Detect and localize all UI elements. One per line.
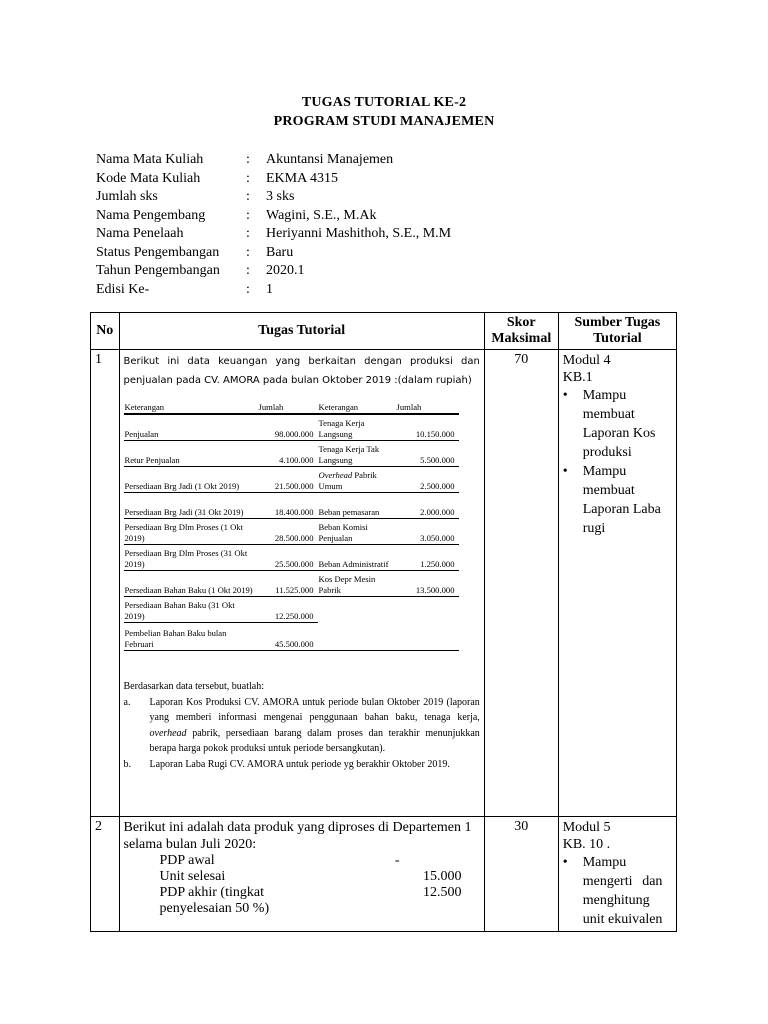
objective-line: produksi bbox=[582, 445, 632, 460]
task-source bbox=[558, 817, 676, 932]
meta-value: 2020.1 bbox=[266, 263, 305, 278]
item-text-part: pabrik, persediaan barang dalam proses dan terakhir menunjukkan berapa harga pokok produksi untuk periode bersangkutan). bbox=[149, 727, 480, 754]
bullet-icon: • bbox=[562, 388, 568, 403]
document-title: TUGAS TUTORIAL KE-2 bbox=[301, 95, 467, 110]
item-value: 15.000 bbox=[423, 869, 462, 884]
cell-jumlah: 2.500.000 bbox=[396, 467, 459, 493]
meta-colon: : bbox=[246, 189, 250, 204]
meta-value: Wagini, S.E., M.Ak bbox=[266, 207, 377, 223]
cell-jumlah: 5.500.000 bbox=[396, 441, 459, 467]
cell-keterangan: Beban Administratif bbox=[318, 545, 396, 571]
item-text: Laporan Laba Rugi CV. AMORA untuk periode yg berakhir Oktober 2019. bbox=[149, 758, 450, 770]
table-row bbox=[124, 441, 459, 467]
item-value: 12.500 bbox=[423, 885, 462, 900]
table-row bbox=[124, 467, 459, 493]
cell-keterangan: Beban pemasaran bbox=[318, 493, 396, 519]
overhead-italic: overhead bbox=[149, 727, 187, 739]
table-row bbox=[124, 414, 459, 441]
cell-keterangan bbox=[318, 467, 396, 493]
task-source bbox=[558, 350, 676, 817]
meta-colon: : bbox=[246, 226, 250, 241]
header-score-line2: Maksimal bbox=[491, 331, 552, 346]
table-row bbox=[124, 623, 459, 651]
cell-jumlah: 21.500.000 bbox=[258, 467, 318, 493]
meta-row bbox=[96, 151, 451, 170]
list-item bbox=[160, 853, 462, 869]
objective-line: Laporan Kos bbox=[582, 426, 656, 441]
cell-jumlah: 28.500.000 bbox=[258, 519, 318, 545]
cell-keterangan: Kos Depr Mesin Pabrik bbox=[318, 571, 396, 597]
meta-colon: : bbox=[246, 263, 250, 278]
cell-empty bbox=[318, 623, 396, 651]
list-item bbox=[563, 386, 672, 462]
item-text bbox=[150, 695, 480, 757]
cell-keterangan: Persediaan Bahan Baku (31 Okt 2019) bbox=[124, 597, 258, 623]
meta-colon: : bbox=[246, 281, 250, 297]
meta-label: Jumlah sks bbox=[96, 189, 158, 204]
course-info bbox=[96, 151, 451, 299]
cell-keterangan: Penjualan bbox=[124, 414, 258, 441]
cell-keterangan: Persediaan Brg Dlm Proses (1 Okt 2019) bbox=[124, 519, 258, 545]
cell-jumlah: 12.250.000 bbox=[258, 597, 318, 623]
meta-label: Edisi Ke- bbox=[96, 281, 150, 297]
table-row bbox=[124, 571, 459, 597]
meta-row bbox=[96, 207, 451, 226]
meta-colon: : bbox=[246, 170, 250, 186]
meta-label: Nama Penelaah bbox=[96, 226, 184, 241]
task-row-1 bbox=[91, 350, 677, 817]
task-row-2 bbox=[91, 817, 677, 932]
col-keterangan: Keterangan bbox=[124, 393, 258, 414]
objective-line: Mampu bbox=[582, 388, 627, 403]
bullet-icon: • bbox=[562, 855, 568, 870]
meta-value: EKMA 4315 bbox=[266, 170, 338, 186]
financial-header-row bbox=[124, 393, 459, 414]
objective-text bbox=[583, 386, 656, 462]
cell-jumlah: 45.500.000 bbox=[258, 623, 318, 651]
list-item bbox=[563, 462, 672, 538]
objective-line: rugi bbox=[582, 521, 606, 536]
max-score: 70 bbox=[484, 350, 558, 817]
item-label: PDP akhir (tingkat bbox=[159, 885, 264, 900]
item-value: - bbox=[394, 853, 400, 868]
objective-line: unit ekuivalen bbox=[582, 912, 663, 927]
header-score bbox=[484, 313, 558, 350]
item-marker: a. bbox=[123, 696, 131, 708]
cell-jumlah: 1.250.000 bbox=[396, 545, 459, 571]
meta-colon: : bbox=[246, 152, 250, 167]
document-subtitle: PROGRAM STUDI MANAJEMEN bbox=[273, 114, 495, 129]
objective-text bbox=[583, 853, 663, 929]
cell-empty bbox=[396, 597, 459, 623]
meta-row bbox=[96, 281, 451, 300]
table-header-row bbox=[91, 313, 677, 350]
learning-objectives bbox=[563, 853, 672, 929]
meta-value: Akuntansi Manajemen bbox=[266, 152, 394, 167]
header-source-line2: Tutorial bbox=[593, 331, 642, 346]
cell-jumlah: 2.000.000 bbox=[396, 493, 459, 519]
cell-jumlah: 10.150.000 bbox=[396, 414, 459, 441]
objective-line: membuat bbox=[582, 407, 635, 422]
task-number: 1 bbox=[91, 350, 120, 817]
item-marker: b. bbox=[123, 758, 131, 770]
list-item bbox=[160, 869, 462, 885]
task-content bbox=[119, 817, 484, 932]
overhead-italic: Overhead bbox=[318, 470, 353, 480]
cell-keterangan: Persediaan Brg Jadi (1 Okt 2019) bbox=[124, 467, 258, 493]
col-keterangan: Keterangan bbox=[318, 393, 396, 414]
max-score: 30 bbox=[484, 817, 558, 932]
cell-jumlah: 3.050.000 bbox=[396, 519, 459, 545]
objective-line: Mampu bbox=[582, 464, 627, 479]
meta-row bbox=[96, 262, 451, 281]
task-instructions bbox=[124, 679, 480, 772]
objective-text bbox=[583, 462, 661, 538]
cell-keterangan: Persediaan Brg Jadi (31 Okt 2019) bbox=[124, 493, 258, 519]
objective-line: menghitung bbox=[582, 893, 650, 908]
cell-jumlah: 18.400.000 bbox=[258, 493, 318, 519]
cell-keterangan: Retur Penjualan bbox=[124, 441, 258, 467]
cell-keterangan: Beban Komisi Penjualan bbox=[318, 519, 396, 545]
header-no: No bbox=[91, 313, 120, 350]
header-score-line1: Skor bbox=[506, 315, 536, 330]
task-intro: Berikut ini adalah data produk yang diproses di Departemen 1 selama bulan Juli 2020: bbox=[123, 820, 472, 852]
cell-keterangan: Persediaan Brg Dlm Proses (31 Okt 2019) bbox=[124, 545, 258, 571]
table-row bbox=[124, 545, 459, 571]
item-text-part: Laporan Kos Produksi CV. AMORA untuk periode bulan Oktober 2019 (laporan yang memberi informasi mengenai penggunaan bahan baku, tenaga kerja, bbox=[149, 696, 480, 723]
financial-data-table bbox=[124, 393, 459, 651]
table-row bbox=[124, 519, 459, 545]
objective-line: membuat bbox=[582, 483, 635, 498]
table-row bbox=[124, 493, 459, 519]
objective-line: Laporan Laba bbox=[582, 502, 661, 517]
list-item bbox=[160, 885, 462, 901]
list-item bbox=[563, 853, 672, 929]
cell-jumlah: 25.500.000 bbox=[258, 545, 318, 571]
item-label: Unit selesai bbox=[159, 869, 226, 884]
meta-label: Nama Mata Kuliah bbox=[96, 152, 204, 167]
list-item bbox=[160, 901, 462, 917]
meta-label: Tahun Pengembangan bbox=[96, 263, 220, 278]
meta-value: 3 sks bbox=[266, 189, 295, 204]
meta-row bbox=[96, 170, 451, 189]
item-label: penyelesaian 50 %) bbox=[159, 901, 270, 916]
cell-empty bbox=[396, 623, 459, 651]
cell-keterangan: Tenaga Kerja Tak Langsung bbox=[318, 441, 396, 467]
task-number: 2 bbox=[91, 817, 120, 932]
source-module: Modul 4 bbox=[562, 353, 611, 368]
cell-keterangan: Pembelian Bahan Baku bulan Februari bbox=[124, 623, 258, 651]
cell-empty bbox=[318, 597, 396, 623]
product-data-list bbox=[160, 853, 480, 917]
meta-label: Kode Mata Kuliah bbox=[96, 170, 201, 186]
table-row bbox=[124, 597, 459, 623]
learning-objectives bbox=[563, 386, 672, 538]
meta-value: 1 bbox=[266, 281, 273, 297]
cell-jumlah: 13.500.000 bbox=[396, 571, 459, 597]
task-intro: Berikut ini data keuangan yang berkaitan dengan produksi dan penjualan pada CV. AMORA pada bulan Oktober 2019 :(dalam rupiah) bbox=[123, 356, 480, 386]
meta-value: Baru bbox=[266, 244, 294, 260]
source-module: Modul 5 bbox=[562, 820, 611, 835]
source-kb: KB.1 bbox=[562, 370, 593, 385]
tutorial-task-table bbox=[90, 312, 677, 932]
bullet-icon: • bbox=[562, 464, 568, 479]
meta-label: Nama Pengembang bbox=[96, 207, 206, 223]
cell-jumlah: 98.000.000 bbox=[258, 414, 318, 441]
meta-row bbox=[96, 225, 451, 244]
cell-jumlah: 11.525.000 bbox=[258, 571, 318, 597]
objective-line: mengerti dan bbox=[582, 874, 663, 889]
objective-line: Mampu bbox=[582, 855, 627, 870]
item-label: PDP awal bbox=[159, 853, 215, 868]
meta-row bbox=[96, 188, 451, 207]
meta-value: Heriyanni Mashithoh, S.E., M.M bbox=[266, 226, 452, 241]
task-content bbox=[119, 350, 484, 817]
list-item bbox=[124, 695, 480, 757]
meta-label: Status Pengembangan bbox=[96, 244, 220, 260]
col-jumlah: Jumlah bbox=[396, 393, 459, 414]
meta-colon: : bbox=[246, 244, 250, 260]
instruction-list bbox=[124, 695, 480, 773]
cell-jumlah: 4.100.000 bbox=[258, 441, 318, 467]
cell-keterangan: Persediaan Bahan Baku (1 Okt 2019) bbox=[124, 571, 258, 597]
col-jumlah: Jumlah bbox=[258, 393, 318, 414]
instruction-lead: Berdasarkan data tersebut, buatlah: bbox=[123, 681, 264, 692]
header-task: Tugas Tutorial bbox=[119, 313, 484, 350]
header-source-line1: Sumber Tugas bbox=[574, 315, 661, 330]
cell-keterangan-rest: Pabrik Umum bbox=[318, 470, 377, 491]
meta-colon: : bbox=[246, 207, 250, 223]
list-item bbox=[124, 757, 480, 773]
cell-keterangan: Tenaga Kerja Langsung bbox=[318, 414, 396, 441]
header-source bbox=[558, 313, 676, 350]
source-kb: KB. 10 . bbox=[562, 837, 611, 852]
meta-row bbox=[96, 244, 451, 263]
